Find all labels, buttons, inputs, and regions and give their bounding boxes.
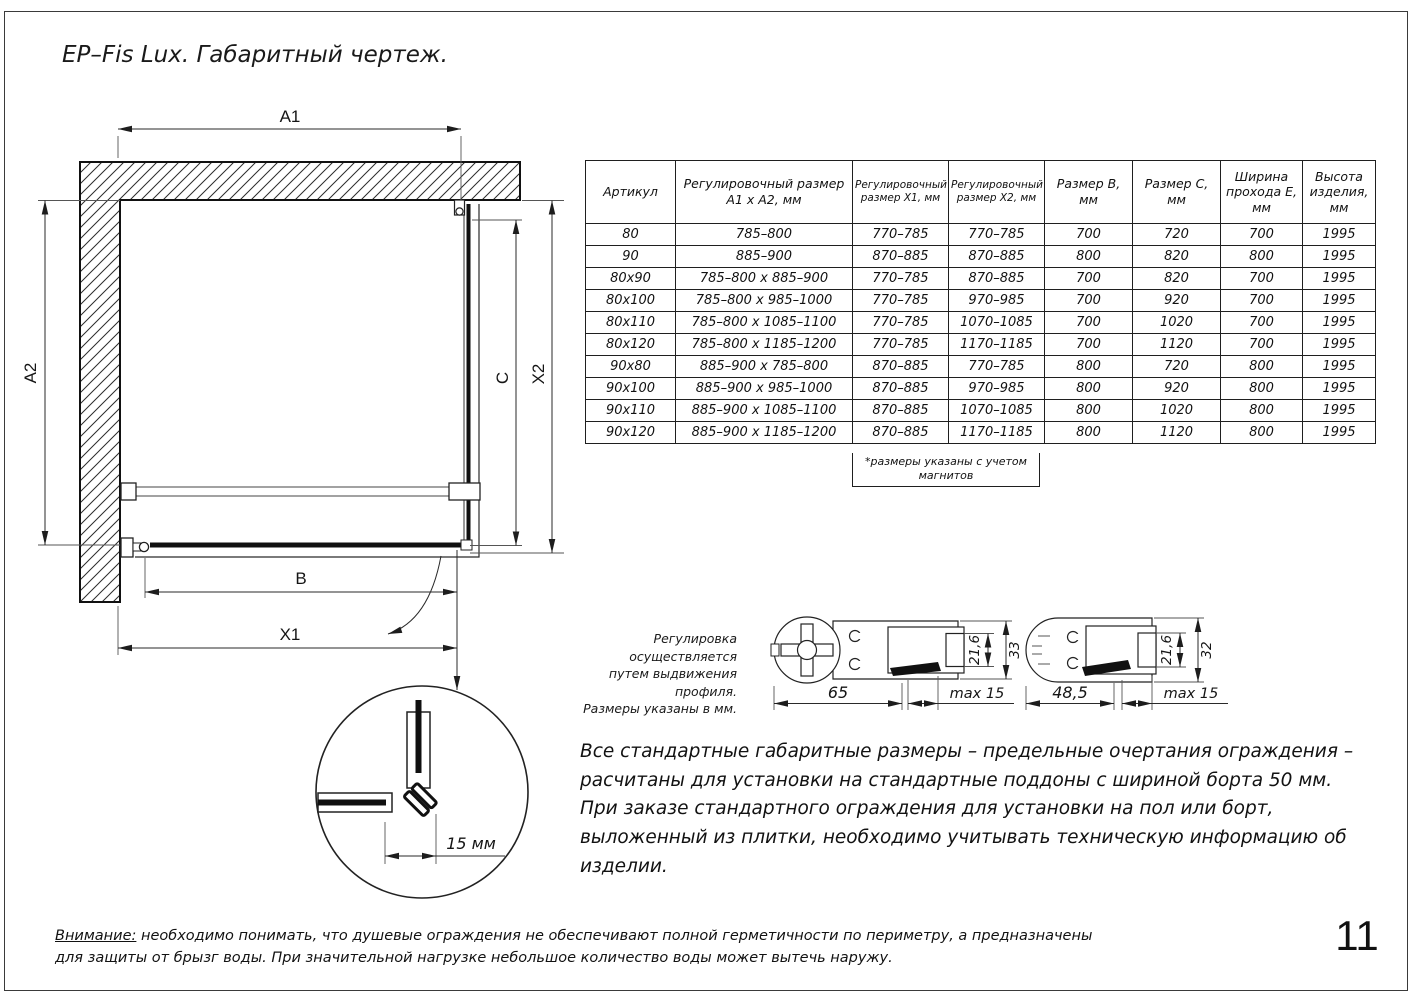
col-header-height: Высота изделия, мм [1303,161,1376,224]
page-number: 11 [1335,912,1379,959]
wall-section [80,162,520,602]
support-bar [121,483,480,500]
profile-right [1026,618,1228,710]
table-row: 90х120 885–900 х 1185–1200 870–885 1170–1185 800 1120 800 1995 [586,422,1376,444]
profile-left-extension: max 15 [949,686,1005,702]
table-body [586,224,1376,444]
dim-b-label: B [295,569,307,588]
table-footnote: *размеры указаны с учетом магнитов [852,453,1040,487]
door-swing-arc [388,556,441,634]
profile-left-outer-height: 33 [1007,641,1023,659]
dim-c-label: C [493,371,512,385]
top-hinge [456,208,463,215]
profile-left-width: 65 [827,683,849,702]
col-header-x2: Регулировочный размер Х2, мм [949,161,1045,224]
dim-a1-label: A1 [279,107,301,126]
profile-right-outer-height: 32 [1199,641,1215,659]
table-row: 80х120 785–800 х 1185–1200 770–785 1170–1185 700 1120 700 1995 [586,334,1376,356]
main-drawing [0,0,580,1000]
adjustment-note-line: Регулировка осуществляется [629,631,737,664]
table-row: 90 885–900 870–885 870–885 800 820 800 1995 [586,246,1376,268]
profile-right-extension: max 15 [1163,686,1219,702]
enclosure-outer-edge [135,204,479,557]
table-header-row [586,161,1376,224]
page-title: EP–Fis Lux. Габаритный чертеж. [62,42,448,68]
size-spec-table [585,160,1376,444]
table-row: 80х110 785–800 х 1085–1100 770–785 1070–1085 700 1020 700 1995 [586,312,1376,334]
door-panel [121,538,472,557]
col-header-x1: Регулировочный размер Х1, мм [853,161,949,224]
col-header-e: Ширина прохода Е, мм [1221,161,1303,224]
profile-right-inner-height: 21,6 [1159,634,1175,666]
warning-note [55,926,1095,970]
col-header-article: Артикул [586,161,676,224]
warning-text: необходимо понимать, что душевые ограждения не обеспечивают полной герметичности по периметру, а предназначены для защиты от брызг воды. При значительной нагрузке небольшое количество воды может вытечь наружу. [55,928,1093,966]
col-header-c: Размер С, мм [1133,161,1221,224]
col-header-b: Размер В, мм [1045,161,1133,224]
table-row: 80 785–800 770–785 770–785 700 720 700 1995 [586,224,1376,246]
installation-note: Все стандартные габаритные размеры – предельные очертания ограждения – расчитаны для установки на стандартные поддоны с шириной борта 50 мм. При заказе стандартного ограждения для установки на пол или борт, выложенный из плитки, необходимо учитывать техническую информацию об изделии. [580,741,1354,877]
profile-right-width: 48,5 [1052,683,1088,702]
dim-x2-label: X2 [529,363,548,385]
col-header-a1a2: Регулировочный размер А1 х А2, мм [676,161,853,224]
profile-sections [740,590,1252,732]
table-row: 80х90 785–800 х 885–900 770–785 870–885 700 820 700 1995 [586,268,1376,290]
adjustment-note-line: Размеры указаны в мм. [583,701,737,716]
detail-dimension-label: 15 мм [446,834,496,853]
profile-left-inner-height: 21,6 [967,634,983,666]
dim-x1-label: X1 [279,625,301,644]
dim-a2-label: A2 [21,362,40,384]
corner-detail [316,686,528,898]
adjustment-note-line: путем выдвижения профиля. [608,666,737,699]
warning-label: Внимание: [55,928,137,944]
table-row: 80х100 785–800 х 985–1000 770–785 970–985 700 920 700 1995 [586,290,1376,312]
table-row: 90х110 885–900 х 1085–1100 870–885 1070–1085 800 1020 800 1995 [586,400,1376,422]
table-row: 90х100 885–900 х 985–1000 870–885 970–985 800 920 800 1995 [586,378,1376,400]
table-row: 90х80 885–900 х 785–800 870–885 770–785 800 720 800 1995 [586,356,1376,378]
adjustment-note [565,630,737,718]
profile-left [771,617,1023,710]
